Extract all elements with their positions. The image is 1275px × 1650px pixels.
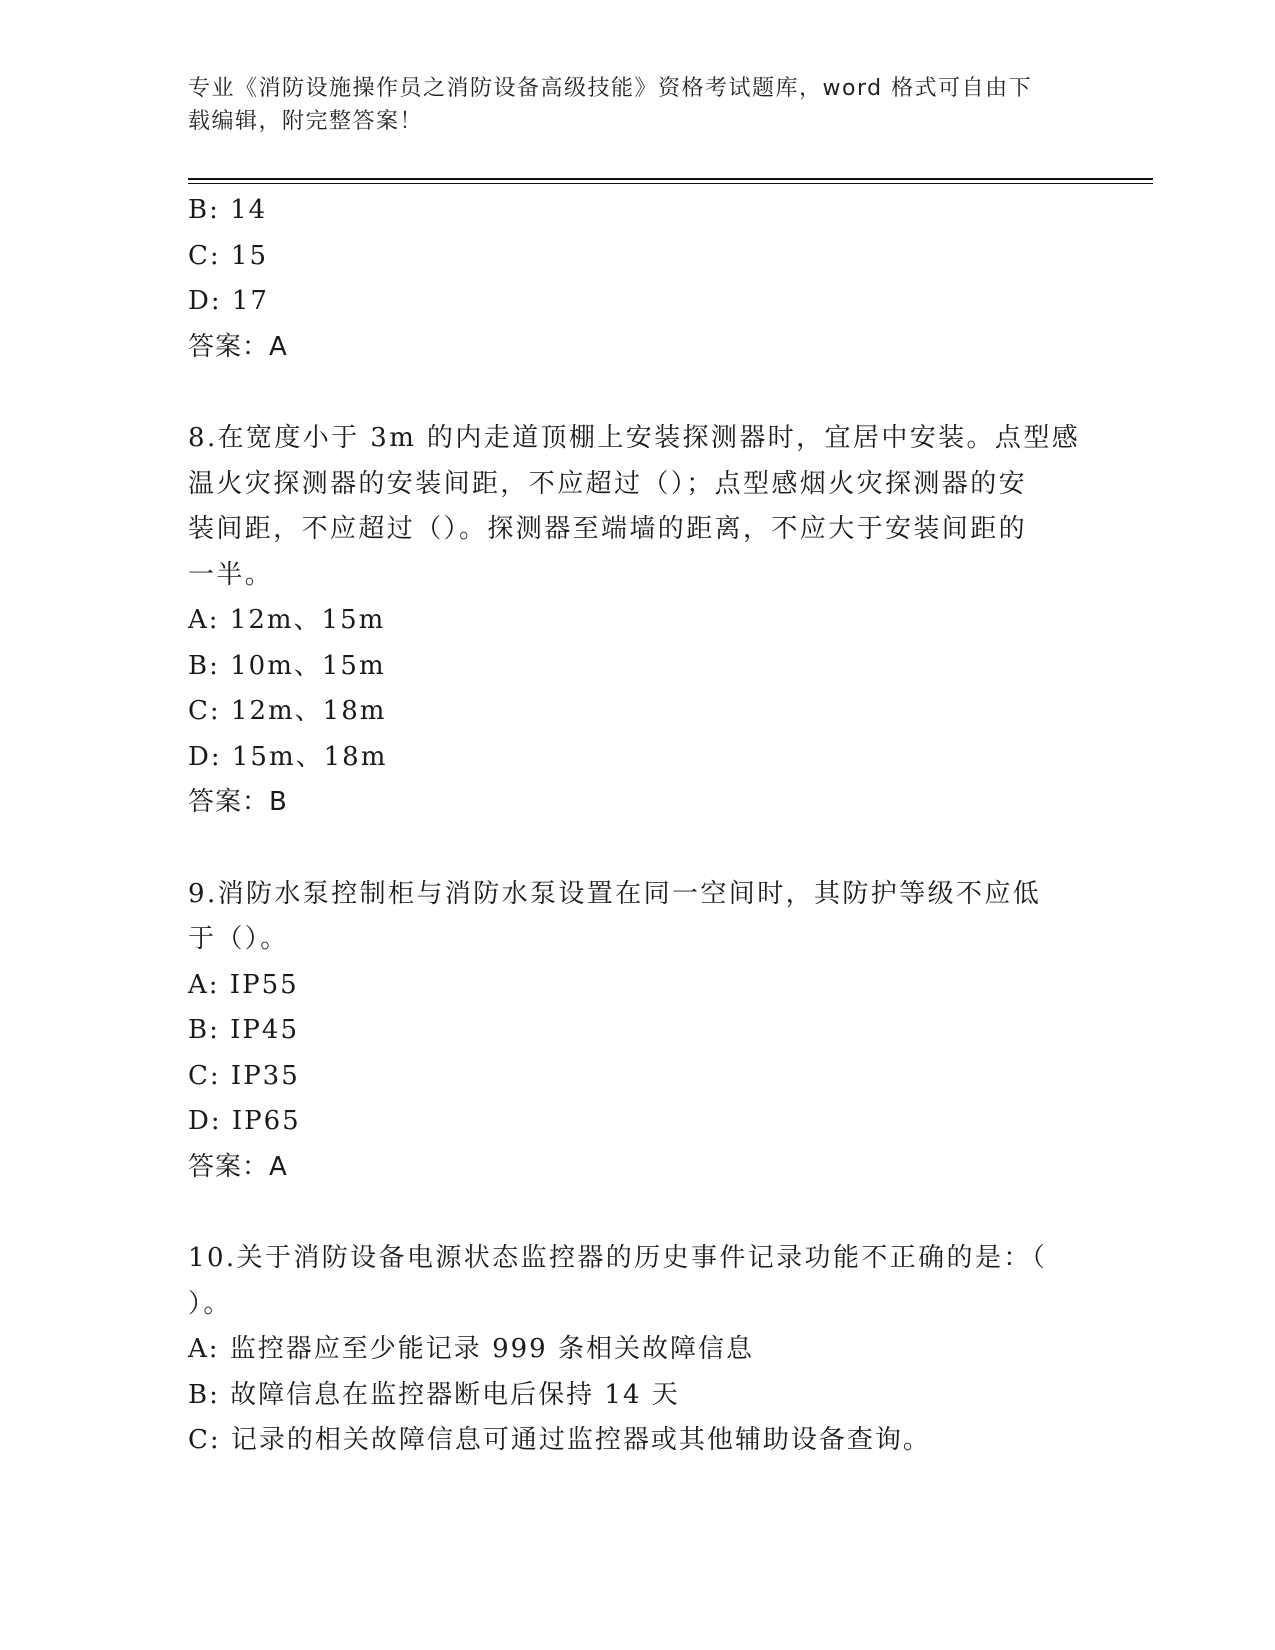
question-10 (188, 1236, 1088, 1464)
question-stem-line: 于（）。 (188, 924, 289, 954)
option-a: A: IP55 (188, 969, 299, 1000)
header-line-2: 载编辑，附完整答案！ (188, 109, 424, 134)
question-7-tail (188, 188, 1088, 370)
spacer (188, 370, 1088, 416)
page-header (188, 72, 1068, 138)
header-line-1: 专业《消防设施操作员之消防设备高级技能》资格考试题库，word 格式可自由下 (188, 76, 1033, 101)
option-d: D: 15m、18m (188, 741, 388, 772)
option-d: D: IP65 (188, 1106, 301, 1136)
question-9 (188, 872, 1088, 1191)
question-8 (188, 416, 1088, 826)
option-b: B: IP45 (188, 1015, 299, 1045)
option-b: B: 10m、15m (188, 650, 386, 681)
answer-line: 答案：A (188, 1151, 288, 1182)
header-divider-thin (188, 183, 1153, 184)
option-b: B: 14 (188, 195, 268, 225)
question-stem-line: ）。 (188, 1288, 232, 1319)
question-stem-line: 10.关于消防设备电源状态监控器的历史事件记录功能不正确的是：（ (188, 1243, 1048, 1273)
header-divider-thick (188, 178, 1153, 180)
answer-line: 答案：B (188, 787, 288, 817)
question-content (188, 188, 1088, 1464)
option-c: C: IP35 (188, 1060, 300, 1091)
answer-line: 答案：A (188, 331, 288, 362)
question-stem-line: 9.消防水泵控制柜与消防水泵设置在同一空间时，其防护等级不应低 (188, 878, 1042, 909)
question-stem-line: 一半。 (188, 559, 274, 590)
option-d: D: 17 (188, 286, 269, 316)
option-a: A: 12m、15m (188, 605, 386, 635)
option-b: B: 故障信息在监控器断电后保持 14 天 (188, 1379, 680, 1410)
option-c: C: 12m、18m (188, 696, 387, 726)
spacer (188, 826, 1088, 872)
option-a: A: 监控器应至少能记录 999 条相关故障信息 (188, 1334, 754, 1364)
option-c: C: 记录的相关故障信息可通过监控器或其他辅助设备查询。 (188, 1425, 931, 1455)
question-stem-line: 温火灾探测器的安装间距，不应超过（）；点型感烟火灾探测器的安 (188, 468, 1028, 499)
spacer (188, 1190, 1088, 1236)
question-stem-line: 8.在宽度小于 3m 的内走道顶棚上安装探测器时，宜居中安装。点型感 (188, 423, 1081, 453)
option-c: C: 15 (188, 240, 269, 271)
question-stem-line: 装间距，不应超过（）。探测器至端墙的距离，不应大于安装间距的 (188, 514, 1028, 544)
